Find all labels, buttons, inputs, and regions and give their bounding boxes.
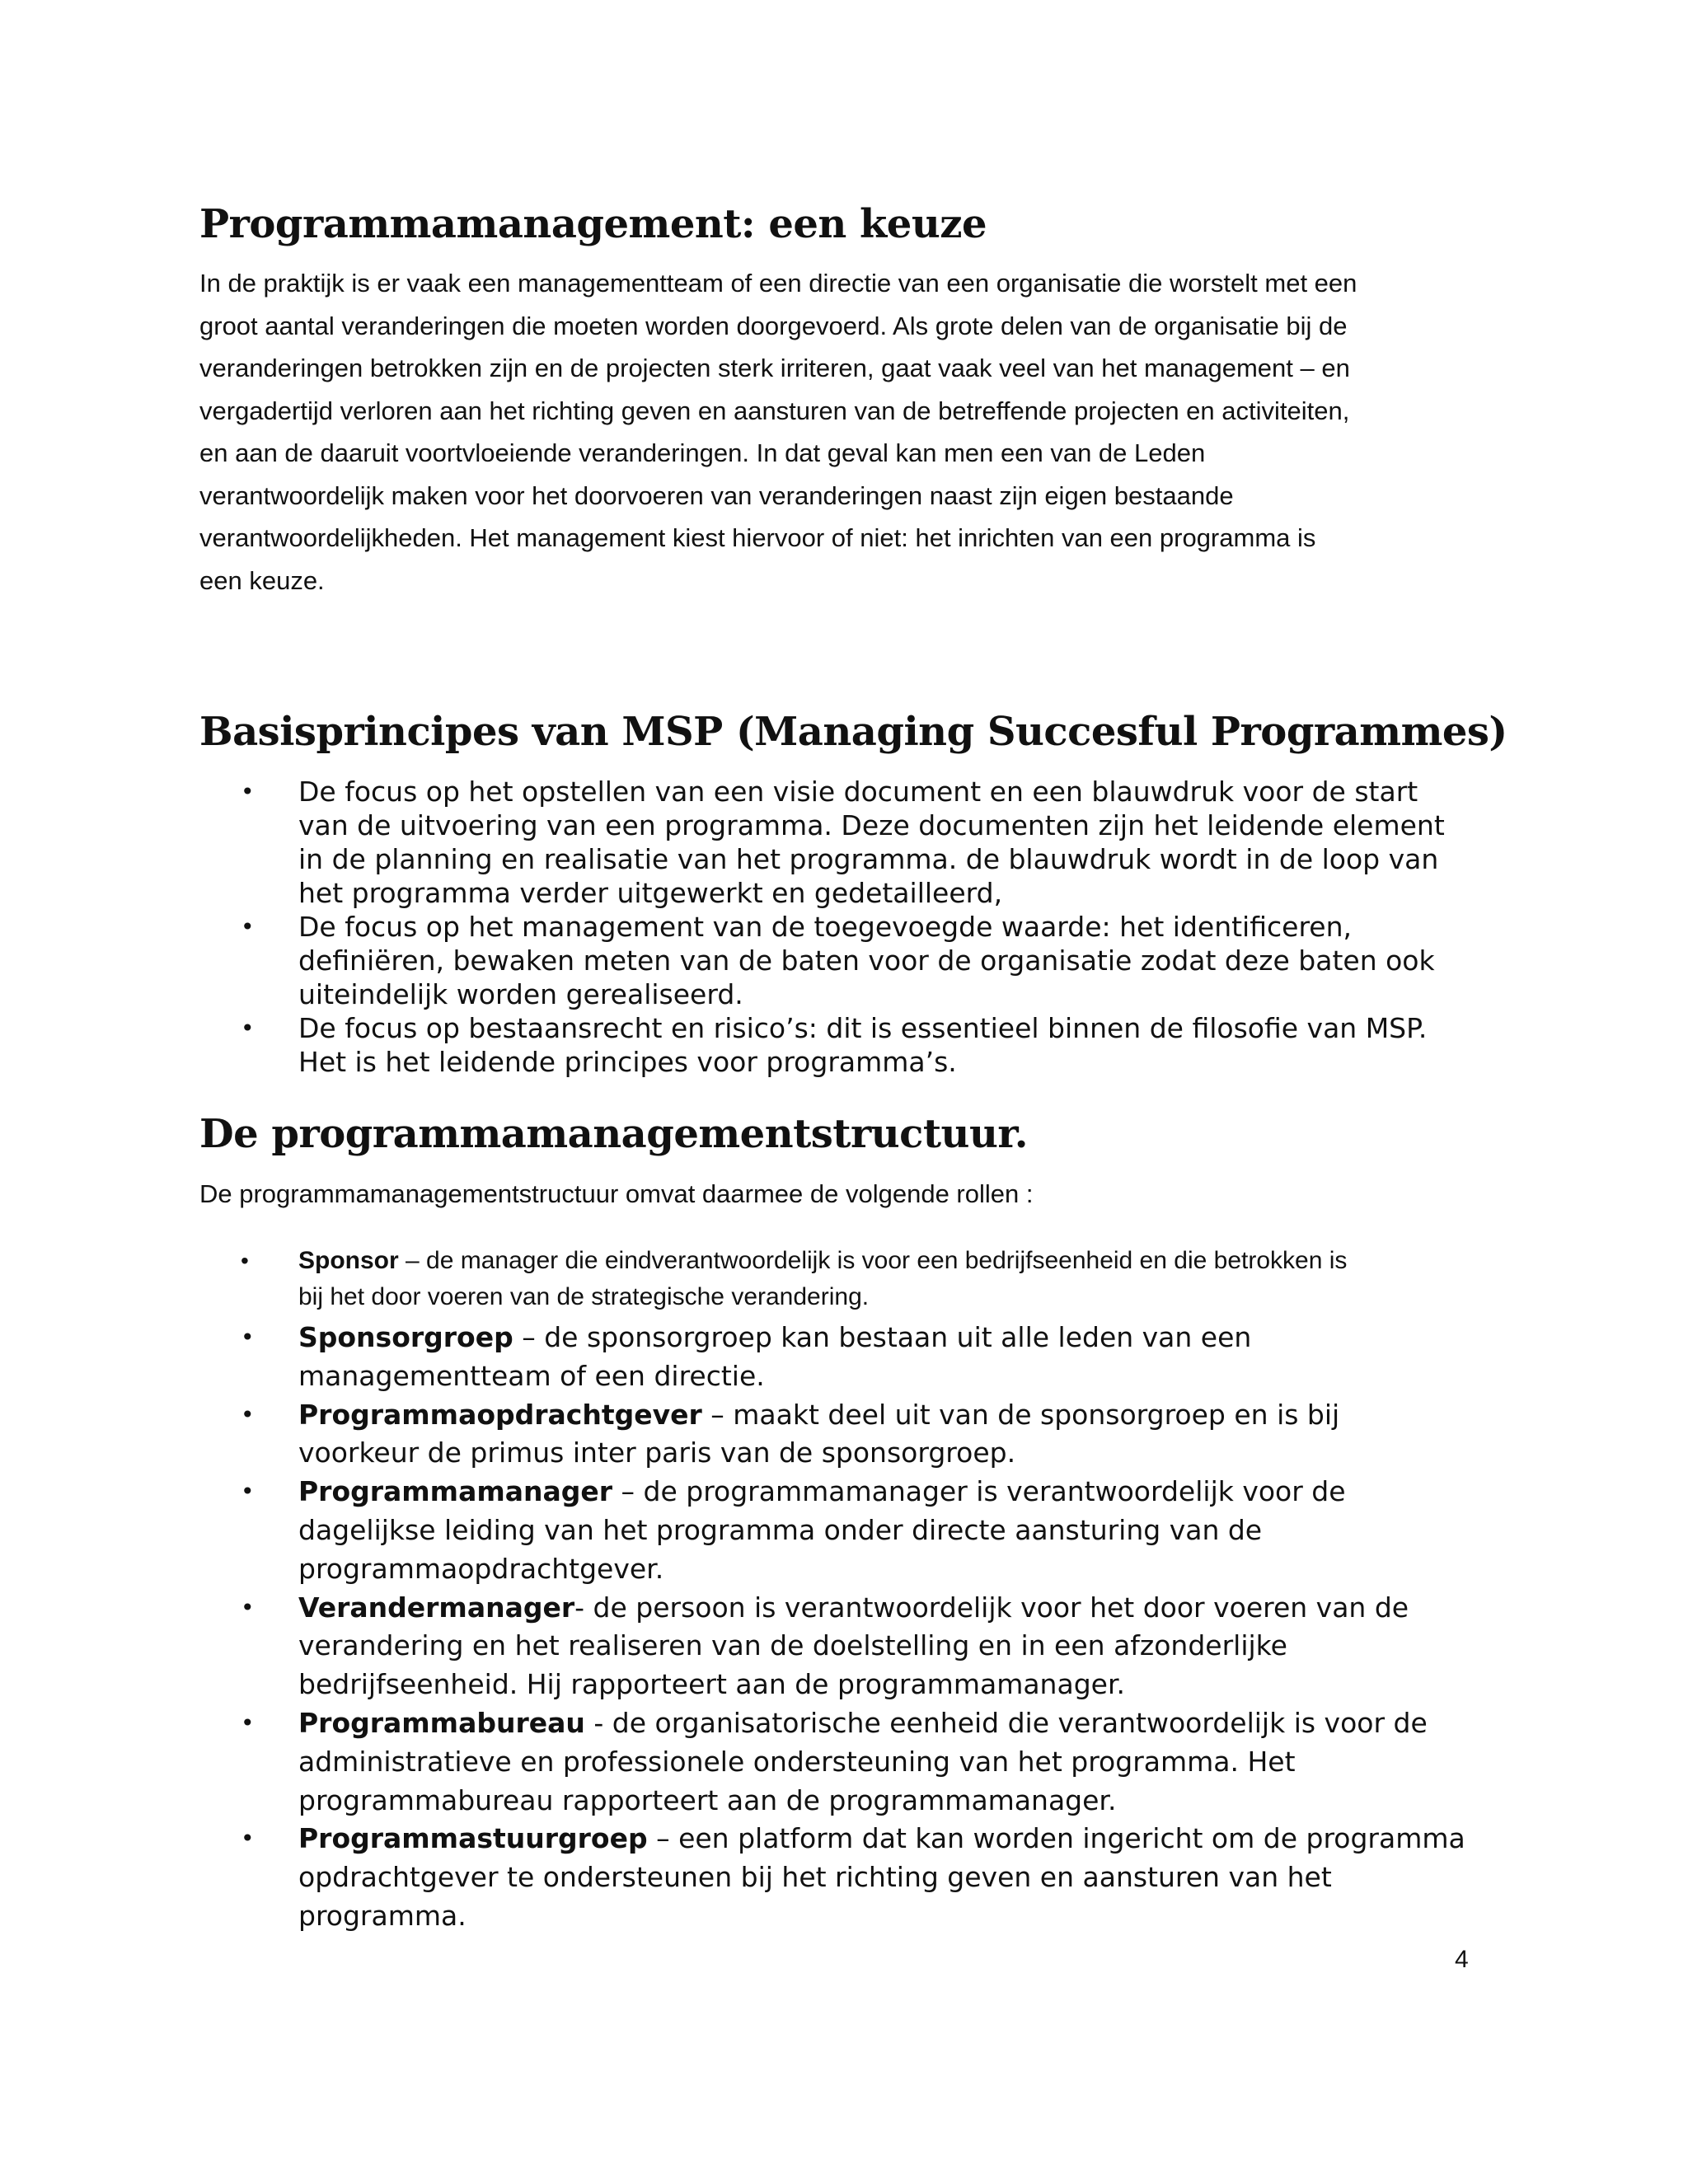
role-line (298, 1589, 1465, 1628)
role-description: - de persoon is verantwoordelijk voor het door voeren van de (574, 1591, 1409, 1624)
role-item-verandermanager (199, 1589, 1465, 1704)
bullet-icon: • (241, 1708, 255, 1736)
role-line (298, 1396, 1465, 1435)
role-term: Verandermanager (298, 1591, 575, 1624)
bullet-icon: • (241, 778, 255, 805)
role-item-programmastuurgroep (199, 1820, 1465, 1935)
role-term: Programmamanager (298, 1475, 613, 1508)
role-description: – de programmamanager is verantwoordelijk voor de (612, 1475, 1346, 1508)
list-item-line: De focus op het management van de toegevoegde waarde: het identificeren, (298, 911, 1353, 943)
bullet-icon: • (241, 1593, 255, 1621)
role-line: verandering en het realiseren van de doelstelling en in een afzonderlijke (298, 1629, 1287, 1662)
role-term: Programmaopdrachtgever (298, 1398, 702, 1431)
role-term: Programmabureau (298, 1706, 585, 1739)
role-line: programma. (298, 1899, 467, 1932)
role-line: voorkeur de primus inter paris van de sponsorgroep. (298, 1436, 1016, 1469)
section-title-basisprincipes: Basisprincipes van MSP (Managing Succesful Programmes) (199, 709, 1507, 755)
role-item-sponsor (199, 1243, 1465, 1315)
list-item-line: definiëren, bewaken meten van de baten voor de organisatie zodat deze baten ook (298, 944, 1435, 977)
role-item-programmaopdrachtgever (199, 1396, 1465, 1474)
intro-paragraph (199, 262, 1502, 602)
role-line (298, 1704, 1465, 1743)
list-item-line: Het is het leidende principes voor programma’s. (298, 1046, 957, 1078)
structuur-intro: De programmamanagementstructuur omvat daarmee de volgende rollen : (199, 1179, 1034, 1208)
paragraph-line: veranderingen betrokken zijn en de projecten sterk irriteren, gaat vaak veel van het management – en (199, 354, 1350, 382)
list-item (199, 1011, 1445, 1079)
role-line: managementteam of een directie. (298, 1359, 765, 1392)
role-line: programmabureau rapporteert aan de programmamanager. (298, 1783, 1117, 1816)
list-item-line: De focus op bestaansrecht en risico’s: dit is essentieel binnen de filosofie van MSP. (298, 1012, 1428, 1044)
role-line (298, 1820, 1465, 1858)
roles-list (199, 1243, 1465, 1936)
bullet-icon: • (241, 1248, 249, 1273)
page-number: 4 (1455, 1946, 1469, 1973)
list-item-line: het programma verder uitgewerkt en gedetailleerd, (298, 877, 1003, 909)
role-line (298, 1473, 1465, 1511)
role-item-programmabureau (199, 1704, 1465, 1820)
msp-principles-list (199, 775, 1445, 1079)
bullet-icon: • (241, 1324, 255, 1351)
list-item-line: in de planning en realisatie van het programma. de blauwdruk wordt in de loop van (298, 843, 1439, 875)
bullet-icon: • (241, 1015, 255, 1042)
role-term: Sponsor (298, 1247, 399, 1274)
paragraph-line: verantwoordelijkheden. Het management kiest hiervoor of niet: het inrichten van een programma is (199, 523, 1316, 552)
role-line: bedrijfseenheid. Hij rapporteert aan de programmamanager. (298, 1668, 1125, 1701)
bullet-icon: • (241, 1478, 255, 1506)
section-title-structuur: De programmamanagementstructuur. (199, 1111, 1028, 1157)
section-title-programmamanagement: Programmamanagement: een keuze (199, 201, 987, 247)
paragraph-line: vergadertijd verloren aan het richting geven en aansturen van de betreffende projecten en activiteiten, (199, 396, 1350, 425)
role-term: Sponsorgroep (298, 1321, 513, 1353)
role-item-sponsorgroep (199, 1319, 1465, 1396)
paragraph-line: groot aantal veranderingen die moeten worden doorgevoerd. Als grote delen van de organisatie bij de (199, 311, 1348, 340)
role-line: programmaopdrachtgever. (298, 1552, 664, 1585)
paragraph-line: In de praktijk is er vaak een managementteam of een directie van een organisatie die worstelt met een (199, 269, 1357, 298)
role-description: – de sponsorgroep kan bestaan uit alle leden van een (513, 1321, 1252, 1353)
role-line: bij het door voeren van de strategische verandering. (298, 1283, 870, 1310)
role-description: – maakt deel uit van de sponsorgroep en is bij (701, 1398, 1340, 1431)
list-item-line: De focus op het opstellen van een visie document en een blauwdruk voor de start (298, 776, 1418, 808)
list-item (199, 775, 1445, 910)
role-description: - de organisatorische eenheid die verantwoordelijk is voor de (584, 1706, 1428, 1739)
list-item-line: van de uitvoering van een programma. Deze documenten zijn het leidende element (298, 809, 1445, 841)
role-line (298, 1243, 1465, 1279)
role-line (298, 1319, 1465, 1357)
bullet-icon: • (241, 913, 255, 940)
paragraph-line: verantwoordelijk maken voor het doorvoeren van veranderingen naast zijn eigen bestaande (199, 480, 1234, 510)
role-term: Programmastuurgroep (298, 1822, 648, 1855)
bullet-icon: • (241, 1400, 255, 1428)
role-line: opdrachtgever te ondersteunen bij het richting geven en aansturen van het (298, 1861, 1332, 1894)
list-item-line: uiteindelijk worden gerealiseerd. (298, 978, 743, 1010)
role-description: – een platform dat kan worden ingericht om de programma (647, 1822, 1465, 1855)
role-item-programmamanager (199, 1473, 1465, 1588)
paragraph-line: een keuze. (199, 565, 325, 595)
role-description: – de manager die eindverantwoordelijk is voor een bedrijfseenheid en die betrokken is (398, 1247, 1348, 1274)
paragraph-line: en aan de daaruit voortvloeiende veranderingen. In dat geval kan men een van de Leden (199, 438, 1206, 467)
role-line: administratieve en professionele ondersteuning van het programma. Het (298, 1745, 1296, 1778)
role-line: dagelijkse leiding van het programma onder directe aansturing van de (298, 1513, 1263, 1546)
list-item (199, 910, 1445, 1011)
bullet-icon: • (241, 1825, 255, 1853)
